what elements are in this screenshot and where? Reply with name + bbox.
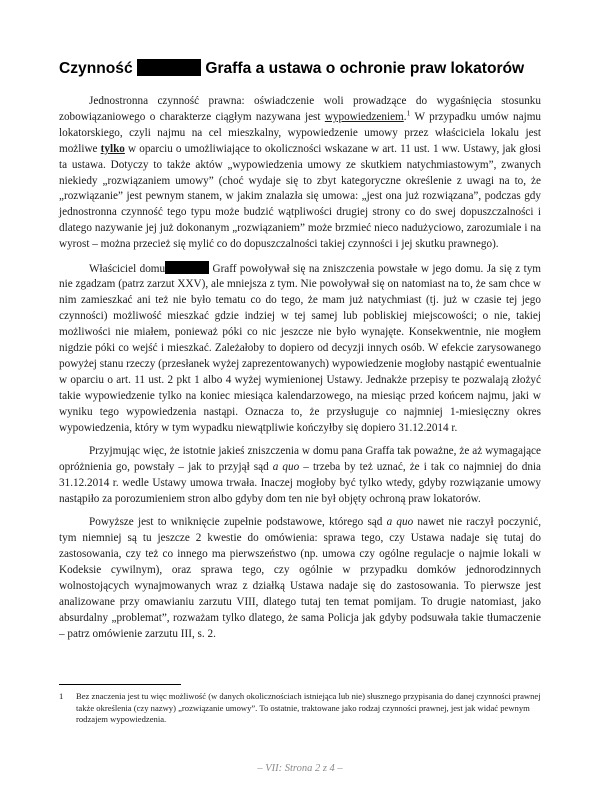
paragraph-text: Graff powoływał się na zniszczenia powstałe w jego domu. Ja się z tym nie zgadzam (patrz zarzut XXV), ale mniejsza z tym. Nie powoływał się on natomiast na to, że sam chce w nim zamieszkać ani też nie było tematu co do tego, że mam już natychmiast (tj. już w czasie tej jego czynności) możliwość mieszkać gdzie indziej w tej samej lub pobliskiej miejscowości; o nie, takiej możliwości nie miałem, ponieważ póki co nic jeszcze nie było wynajęte. Konsekwentnie, nie mogłem nigdzie póki co wejść i mieszkać. Zależałoby to dopiero od decyzji innych osób. W efekcie zarysowanego powyżej stanu rzeczy (przesłanek wyżej zaprezentowanych) wypowiedzenie mogłoby nastąpić ewentualnie w oparciu o art. 11 ust. 2 pkt 1 albo 4 wyżej wymienionej Ustawy. Jednakże przepisy te pozwalają złożyć takie wypowiedzenie tylko na koniec miesiąca kalendarzowego, na miesiąc przed końcem najmu, jaki w wyniku tego wypowiedzenia nastąpi. Oznacza to, że przysługuje co najmniej 1-miesięczny okres wypowiedzenia, który w tym wypadku niewątpliwie kończyłby się dopiero 31.12.2014 r. — [59, 262, 541, 434]
paragraph-text: w oparciu o umożliwiające to okoliczności wskazane w art. 11 ust. 1 ww. Ustawy, jak głosi ta ustawa. Dotyczy to także aktów „wypowiedzenia umowy ze skutkiem natychmiastowym”, zwanych niekiedy „rozwiązaniem umowy” (choć wydaje się to zbyt kategoryczne określenie z uwagi na to, że „rozwiązanie” jest pewnym stanem, w jakim znalazła się umowa: „jest ona już rozwiązana”, podczas gdy jednostronna czynność tego typu może budzić wątpliwości drugiej strony co do swej dopuszczalności i dlatego nazywanie jej już dokonanym „rozwiązaniem” może brzmieć nieco nadużyciowo, zarozumiale i na wyrost – można przecież się mylić co do dopuszczalności takiej czynności i jej skutku prawnego). — [59, 142, 541, 251]
footnote — [59, 691, 541, 726]
paragraph-text: Powyższe jest to wniknięcie zupełnie podstawowe, którego sąd — [89, 516, 387, 529]
paragraph-text: nawet nie raczył poczynić, tym niemniej są tu jeszcze 2 kwestie do omówienia: sprawa tego, czy Ustawa nadaje się tutaj do zastosowania, czy też co innego ma pierwszeństwo (np. umowa czy ogólne regulacje o najmie lokali w Kodeksie cywilnym), oraz sprawa tego, czy ogólnie w przypadku domków jednorodzinnych wolnostojących wynajmowanych wraz z działką Ustawa nadaje się do zastosowania. To pierwsze jest analizowane przy omawianiu zarzutu VIII, dlatego tutaj ten temat pomijam. To drugie natomiast, jako absurdalny „problemat”, rozważam tylko dlatego, że sama Policja jak gdyby podsuwała takie tłumaczenie – patrz omówienie zarzutu III, s. 2. — [59, 516, 541, 640]
emphasized-term: tylko — [100, 142, 125, 155]
footnote-number: 1 — [59, 691, 64, 701]
paragraph-4 — [59, 515, 541, 642]
page-footer: – VII: Strona 2 z 4 – — [257, 763, 343, 774]
paragraph-text: Właściciel domu — [89, 262, 166, 275]
paragraph-3 — [59, 444, 541, 508]
latin-term: a quo — [386, 516, 414, 529]
title-part-2: Graffa a ustawa o ochronie praw lokatorów — [200, 60, 525, 77]
title-part-1: Czynność — [59, 60, 137, 77]
redaction-bar — [165, 261, 209, 274]
footnote-separator — [59, 684, 181, 685]
underlined-term: wypowiedzeniem — [324, 110, 404, 123]
paragraph-text: Przyjmując więc, że istotnie jakieś zniszczenia w domu pana Graffa tak poważne, że aż wymagające opróżnienia go, powstały – jak to przyjął sąd — [59, 445, 541, 473]
footnote-text: Bez znaczenia jest tu więc możliwość (w danych okolicznościach istniejąca lub nie) słusznego przypisania do danej czynności prawnej także określenia (czy nazwy) „rozwiązanie umowy”. To ostatnie, traktowane jako rodzaj czynności prawnej, jest jak widać pewnym rodzajem wypowiedzenia. — [76, 691, 541, 725]
page-title — [59, 59, 549, 79]
redaction-bar — [137, 59, 201, 76]
paragraph-text: – trzeba by też uznać, że i tak co najmniej do dnia 31.12.2014 r. wedle Ustawy umowa trwała. Inaczej mogłoby być tylko wtedy, gdyby rozwiązanie umowy nastąpiło za porozumieniem stron albo gdyby dom ten nie był objęty ochroną praw lokatorów. — [59, 460, 542, 505]
paragraph-text: Jednostronna czynność prawna: oświadczenie woli prowadzące do wygaśnięcia stosunku zobowiązaniowego o charakterze ciągłym nazywana jest — [59, 95, 541, 123]
paragraph-text: W przypadku umów najmu lokatorskiego, czyli najmu na cel mieszkalny, wypowiedzenie umowy przez właściciela lokalu jest możliwe — [59, 110, 541, 155]
body-text — [59, 94, 541, 650]
paragraph-1: Jednostronna czynność prawna: oświadczenie woli prowadzące do wygaśnięcia stosunku zobowiązaniowego o charakterze ciągłym nazywana jest wypowiedzeniem.$^1$ W przypadku umów najmu lokatorskiego, czyli najmu na cel mieszkalny, wypowiedzenie umowy przez właściciela lokalu jest możliwe tylko w oparciu o umożliwiające to okoliczności wskazane w art. 11 ust. 1 ww. Ustawy, jak głosi ta ustawa. Dotyczy to także aktów „wypowiedzenia umowy ze skutkiem natychmiastowym”, zwanych niekiedy „rozwiązaniem umowy” (choć wydaje się to zbyt kategoryczne określenie z uwagi na to, że „rozwiązanie” jest pewnym stanem, w jakim znalazła się umowa: „jest ona już rozwiązana”, podczas gdy jednostronna czynność tego typu może budzić wątpliwości drugiej strony co do swej dopuszczalności i dlatego nazywanie jej już dokonanym „rozwiązaniem” może brzmieć nieco nadużyciowo, zarozumiale i na wyrost – można przecież się mylić co do dopuszczalności takiej czynności i jej skutku prawnego). — [59, 95, 541, 251]
footnote-reference[interactable]: 1 — [406, 108, 411, 118]
latin-term: a quo — [272, 460, 300, 473]
paragraph-2 — [59, 261, 541, 437]
